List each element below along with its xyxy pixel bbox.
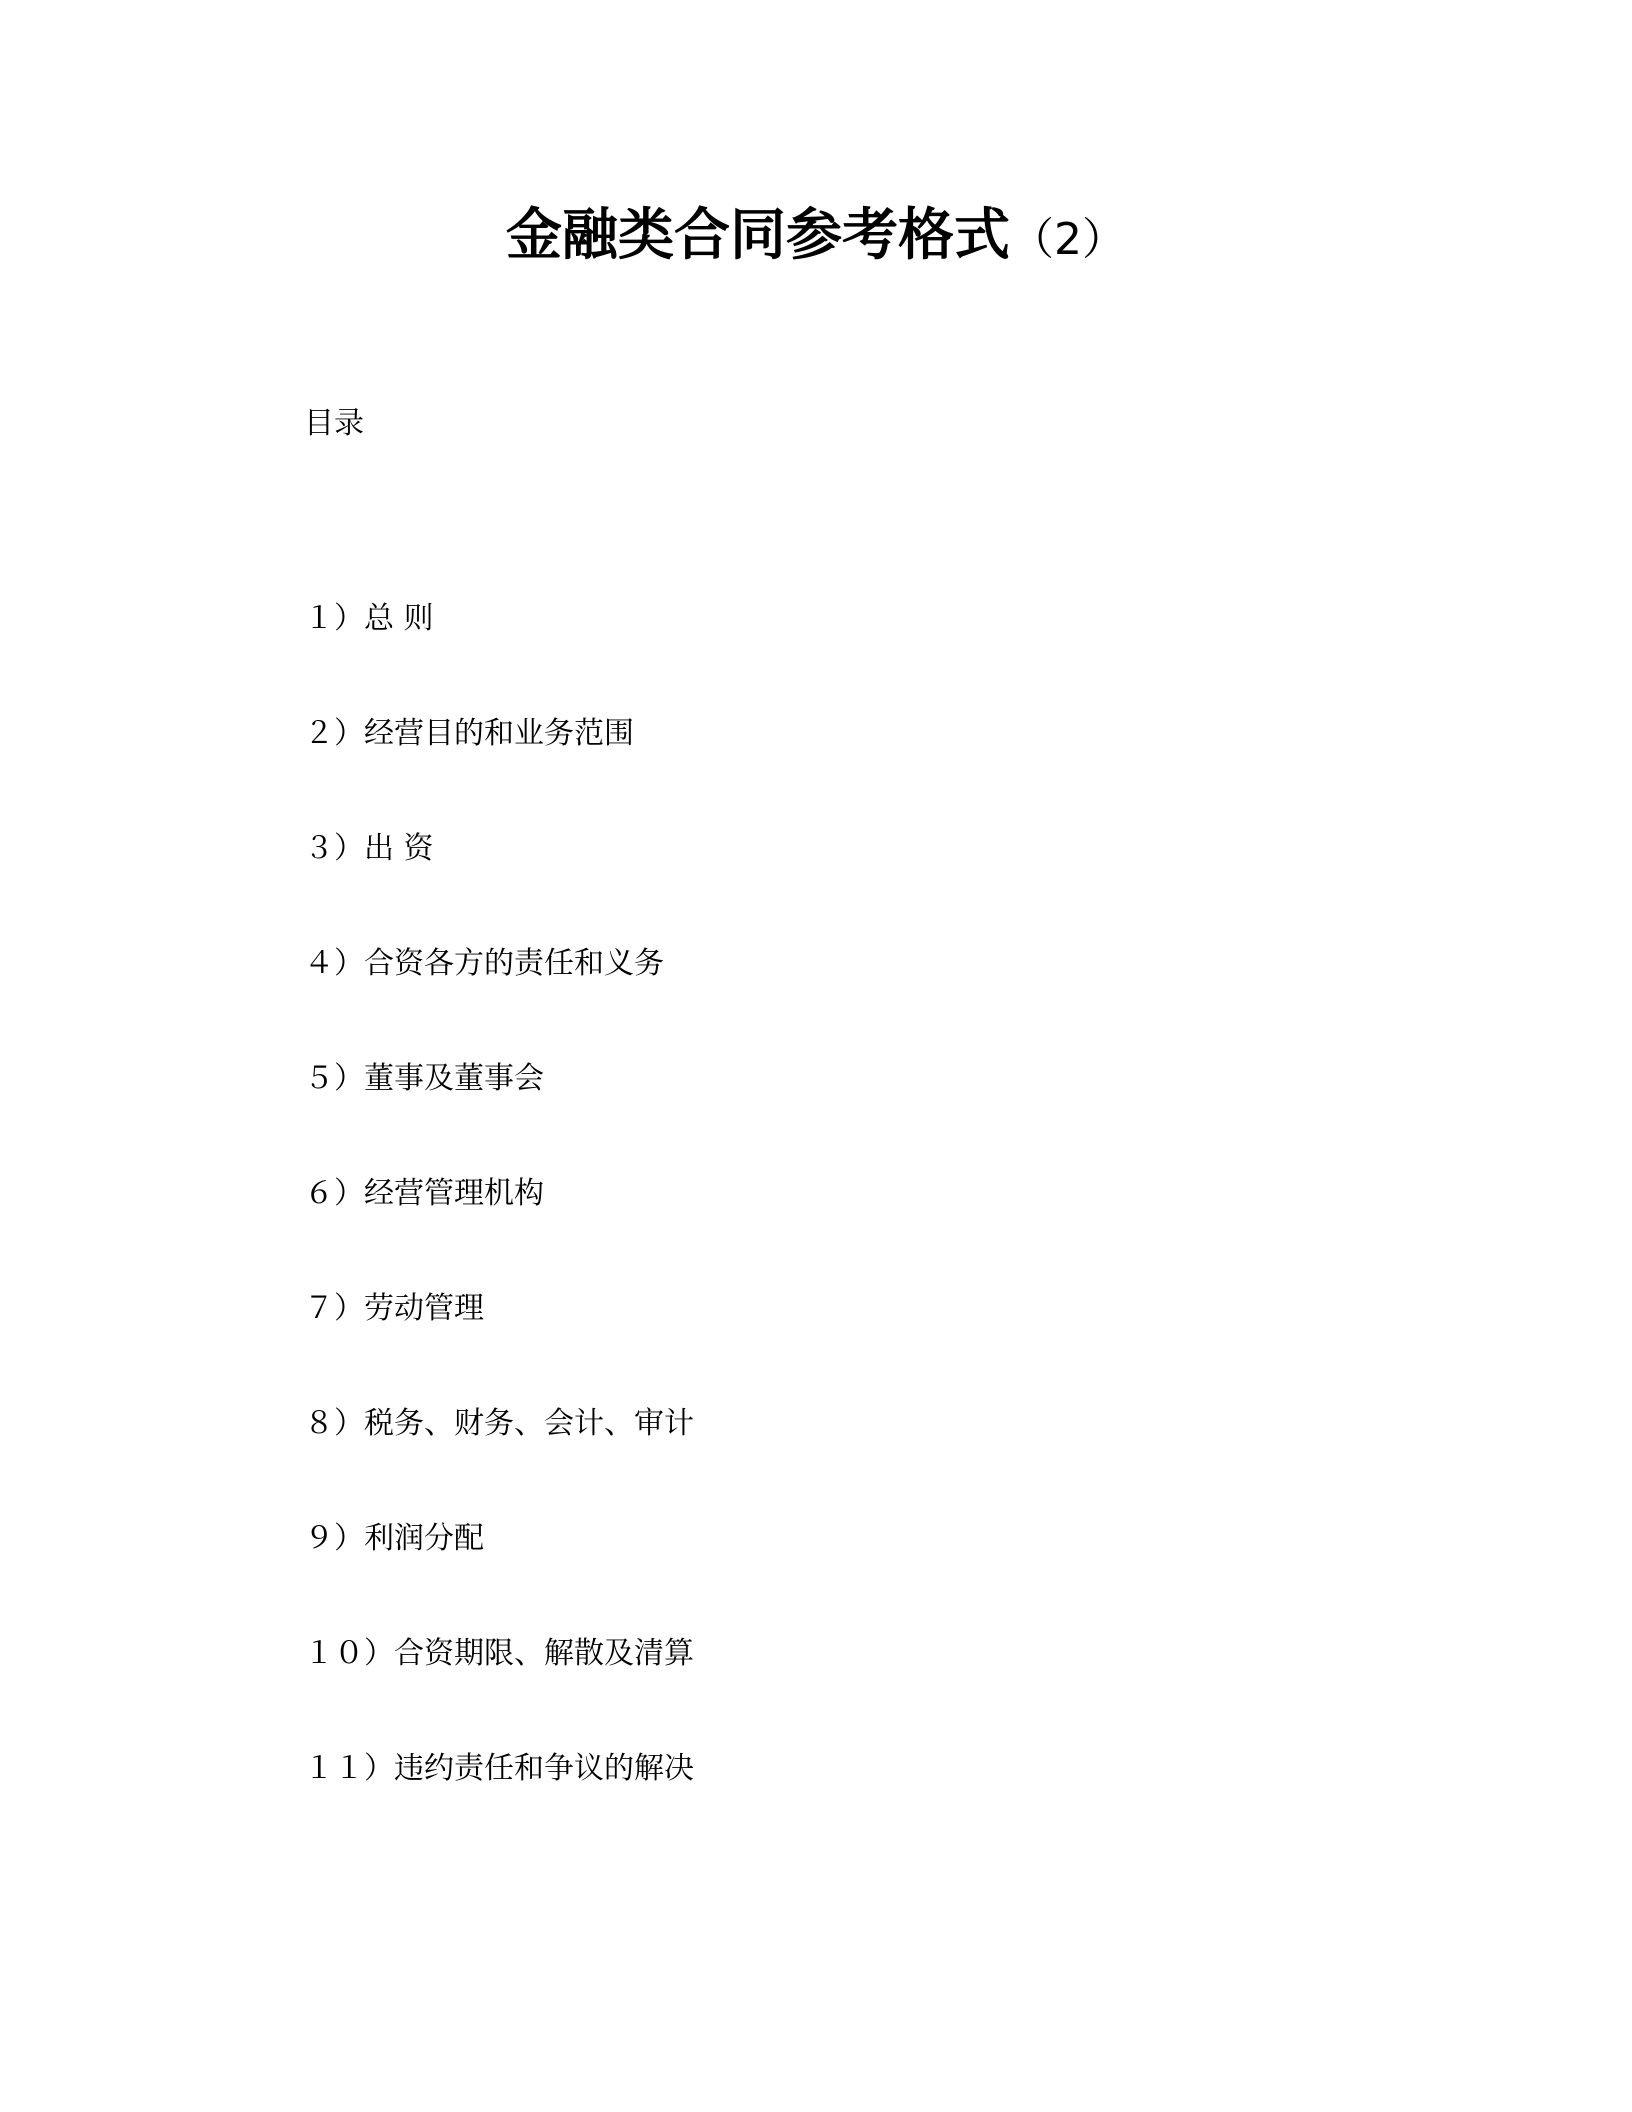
toc-heading: 目录 <box>304 406 364 441</box>
document-title-text: 金融类合同参考格式 <box>506 203 1010 268</box>
toc-item: ７）劳动管理 <box>304 1291 484 1326</box>
toc-item: ３）出 资 <box>304 831 434 866</box>
toc-item: ９）利润分配 <box>304 1521 484 1556</box>
toc-item: ４）合资各方的责任和义务 <box>304 946 664 981</box>
toc-item: ２）经营目的和业务范围 <box>304 716 634 751</box>
toc-item: １１）违约责任和争议的解决 <box>304 1751 694 1786</box>
toc-list <box>304 597 694 1862</box>
toc-item: ５）董事及董事会 <box>304 1061 544 1096</box>
document-title-suffix: （2） <box>1010 214 1126 265</box>
toc-item: ８）税务、财务、会计、审计 <box>304 1406 694 1441</box>
toc-item: １）总 则 <box>304 601 434 636</box>
toc-item: １０）合资期限、解散及清算 <box>304 1636 694 1671</box>
toc-item: ６）经营管理机构 <box>304 1176 544 1211</box>
document-title <box>0 196 1632 280</box>
